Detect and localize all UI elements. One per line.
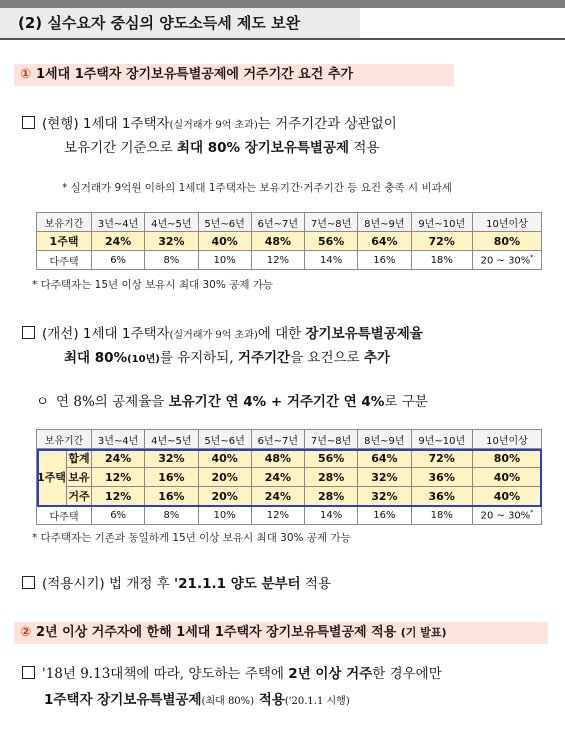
item1-title: 1세대 1주택자 장기보유특별공제에 거주기간 요건 추가 — [36, 67, 354, 82]
table2-holding-row — [37, 468, 542, 487]
table2-cell: 36% — [411, 487, 472, 506]
table2-cell: 14% — [305, 506, 358, 525]
improve-sub: ㅇ 연 8%의 공제율을 보유기간 연 4% + 거주기간 연 4%로 구분 — [36, 394, 428, 410]
table2-period: 5년~6년 — [198, 430, 251, 449]
table1-row-label: 다주택 — [37, 251, 92, 270]
table2-cell: 16% — [145, 487, 198, 506]
checkbox-icon — [22, 116, 35, 129]
item1-number: ① — [20, 67, 32, 82]
table1-cell: 12% — [251, 251, 304, 270]
table2-cell: 24% — [92, 449, 145, 468]
checkbox-icon — [22, 326, 35, 339]
improve-line1: (개선) 1세대 1주택자(실거래가 9억 초과)에 대한 장기보유특별공제율 — [22, 324, 423, 346]
table2-period: 10년이상 — [472, 430, 541, 449]
table2-cell: 24% — [251, 468, 304, 487]
table2-cell: 32% — [358, 487, 411, 506]
table2-cell: 16% — [358, 506, 411, 525]
table1-header-label: 보유기간 — [37, 213, 92, 232]
item2-title: 2년 이상 거주자에 한해 1세대 1주택자 장기보유특별공제 적용 — [36, 625, 397, 640]
table2-cell: 40% — [472, 468, 541, 487]
table1-note: * 다주택자는 15년 이상 보유시 최대 30% 공제 가능 — [32, 279, 274, 291]
table2-cell: 20 ~ 30%* — [472, 506, 541, 525]
current-line2: 보유기간 기준으로 최대 80% 장기보유특별공제 적용 — [64, 140, 380, 156]
table1-cell: 20 ~ 30%* — [472, 251, 541, 270]
table1-cell: 24% — [92, 232, 145, 251]
table2-cell: 80% — [472, 449, 541, 468]
table1-cell: 14% — [305, 251, 358, 270]
table1-period: 10년이상 — [472, 213, 541, 232]
table2-period: 8년~9년 — [358, 430, 411, 449]
table1-cell: 80% — [472, 232, 541, 251]
table-deduction-improved — [36, 429, 542, 525]
table2-row-label: 다주택 — [37, 506, 92, 525]
table1-cell: 18% — [411, 251, 472, 270]
table1-row-label: 1주택 — [37, 232, 92, 251]
table1-cell: 48% — [251, 232, 304, 251]
table1-multi-row — [37, 251, 542, 270]
table2-note: * 다주택자는 기존과 동일하게 15년 이상 보유시 최대 30% 공제 가능 — [32, 532, 351, 544]
table1-cell: 16% — [358, 251, 411, 270]
item2-number: ② — [20, 625, 32, 640]
item1-heading — [14, 64, 454, 86]
table2-period: 4년~5년 — [145, 430, 198, 449]
table2-cell: 64% — [358, 449, 411, 468]
checkbox-icon — [22, 576, 35, 589]
table1-cell: 10% — [198, 251, 251, 270]
table2-cell: 20% — [198, 487, 251, 506]
table2-cell: 6% — [92, 506, 145, 525]
item2-heading — [14, 622, 548, 644]
table2-cell: 12% — [92, 468, 145, 487]
table2-cell: 32% — [145, 449, 198, 468]
table1-one-house-row — [37, 232, 542, 251]
table2-cell: 56% — [305, 449, 358, 468]
table2-cell: 28% — [305, 487, 358, 506]
table1-period: 5년~6년 — [198, 213, 251, 232]
table1-cell: 6% — [92, 251, 145, 270]
table2-total-row — [37, 449, 542, 468]
table1-cell: 64% — [358, 232, 411, 251]
table2-row-label: 합계 — [66, 449, 91, 468]
section-title: (2) 실수요자 중심의 양도소득세 제도 보완 — [0, 8, 360, 38]
current-note: * 실거래가 9억원 이하의 1세대 1주택자는 보유기간·거주기간 등 요건 충족 시 비과세 — [62, 182, 452, 194]
table2-cell: 24% — [251, 487, 304, 506]
table2-group-label: 1주택 — [37, 449, 67, 506]
table2-row-label: 보유 — [66, 468, 91, 487]
table2-header-row — [37, 430, 542, 449]
table2-cell: 12% — [92, 487, 145, 506]
table2-cell: 12% — [251, 506, 304, 525]
table2-cell: 10% — [198, 506, 251, 525]
measure-line2: 1주택자 장기보유특별공제(최대 80%) 적용('20.1.1 시행) — [44, 692, 350, 708]
current-line1: (현행) 1세대 1주택자(실거래가 9억 초과)는 거주기간과 상관없이 — [22, 114, 397, 136]
checkbox-icon — [22, 666, 35, 679]
table-deduction-current — [36, 212, 542, 270]
table2-cell: 16% — [145, 468, 198, 487]
table2-residence-row — [37, 487, 542, 506]
table2-cell: 28% — [305, 468, 358, 487]
sub-bullet-icon: ㅇ — [36, 394, 50, 410]
table1-period: 8년~9년 — [358, 213, 411, 232]
table2-cell: 40% — [472, 487, 541, 506]
top-rule — [0, 0, 565, 8]
table2-period: 7년~8년 — [305, 430, 358, 449]
table2-cell: 48% — [251, 449, 304, 468]
table2-period: 9년~10년 — [411, 430, 472, 449]
table1-period: 3년~4년 — [92, 213, 145, 232]
table1-period: 9년~10년 — [411, 213, 472, 232]
table1-period: 7년~8년 — [305, 213, 358, 232]
table2-cell: 72% — [411, 449, 472, 468]
table1-cell: 8% — [145, 251, 198, 270]
table1-cell: 32% — [145, 232, 198, 251]
table2-cell: 36% — [411, 468, 472, 487]
table2-period: 3년~4년 — [92, 430, 145, 449]
table2-cell: 20% — [198, 468, 251, 487]
item2-suffix: (기 발표) — [400, 626, 447, 639]
table2-cell: 40% — [198, 449, 251, 468]
table1-header-row — [37, 213, 542, 232]
table2-multi-row — [37, 506, 542, 525]
timing-line: (적용시기) 법 개정 후 '21.1.1 양도 분부터 적용 — [22, 574, 331, 594]
table2-period: 6년~7년 — [251, 430, 304, 449]
table2-cell: 8% — [145, 506, 198, 525]
improve-line2: 최대 80%(10년)를 유지하되, 거주기간을 요건으로 추가 — [64, 350, 390, 366]
table1-period: 4년~5년 — [145, 213, 198, 232]
table2-row-label: 거주 — [66, 487, 91, 506]
table2-cell: 32% — [358, 468, 411, 487]
table2-cell: 18% — [411, 506, 472, 525]
table1-cell: 72% — [411, 232, 472, 251]
table1-cell: 56% — [305, 232, 358, 251]
measure-line1: '18년 9.13대책에 따라, 양도하는 주택에 2년 이상 거주한 경우에만 — [22, 664, 442, 684]
table1-period: 6년~7년 — [251, 213, 304, 232]
section-rule — [0, 38, 565, 40]
table1-cell: 40% — [198, 232, 251, 251]
table2-header-label: 보유기간 — [37, 430, 92, 449]
